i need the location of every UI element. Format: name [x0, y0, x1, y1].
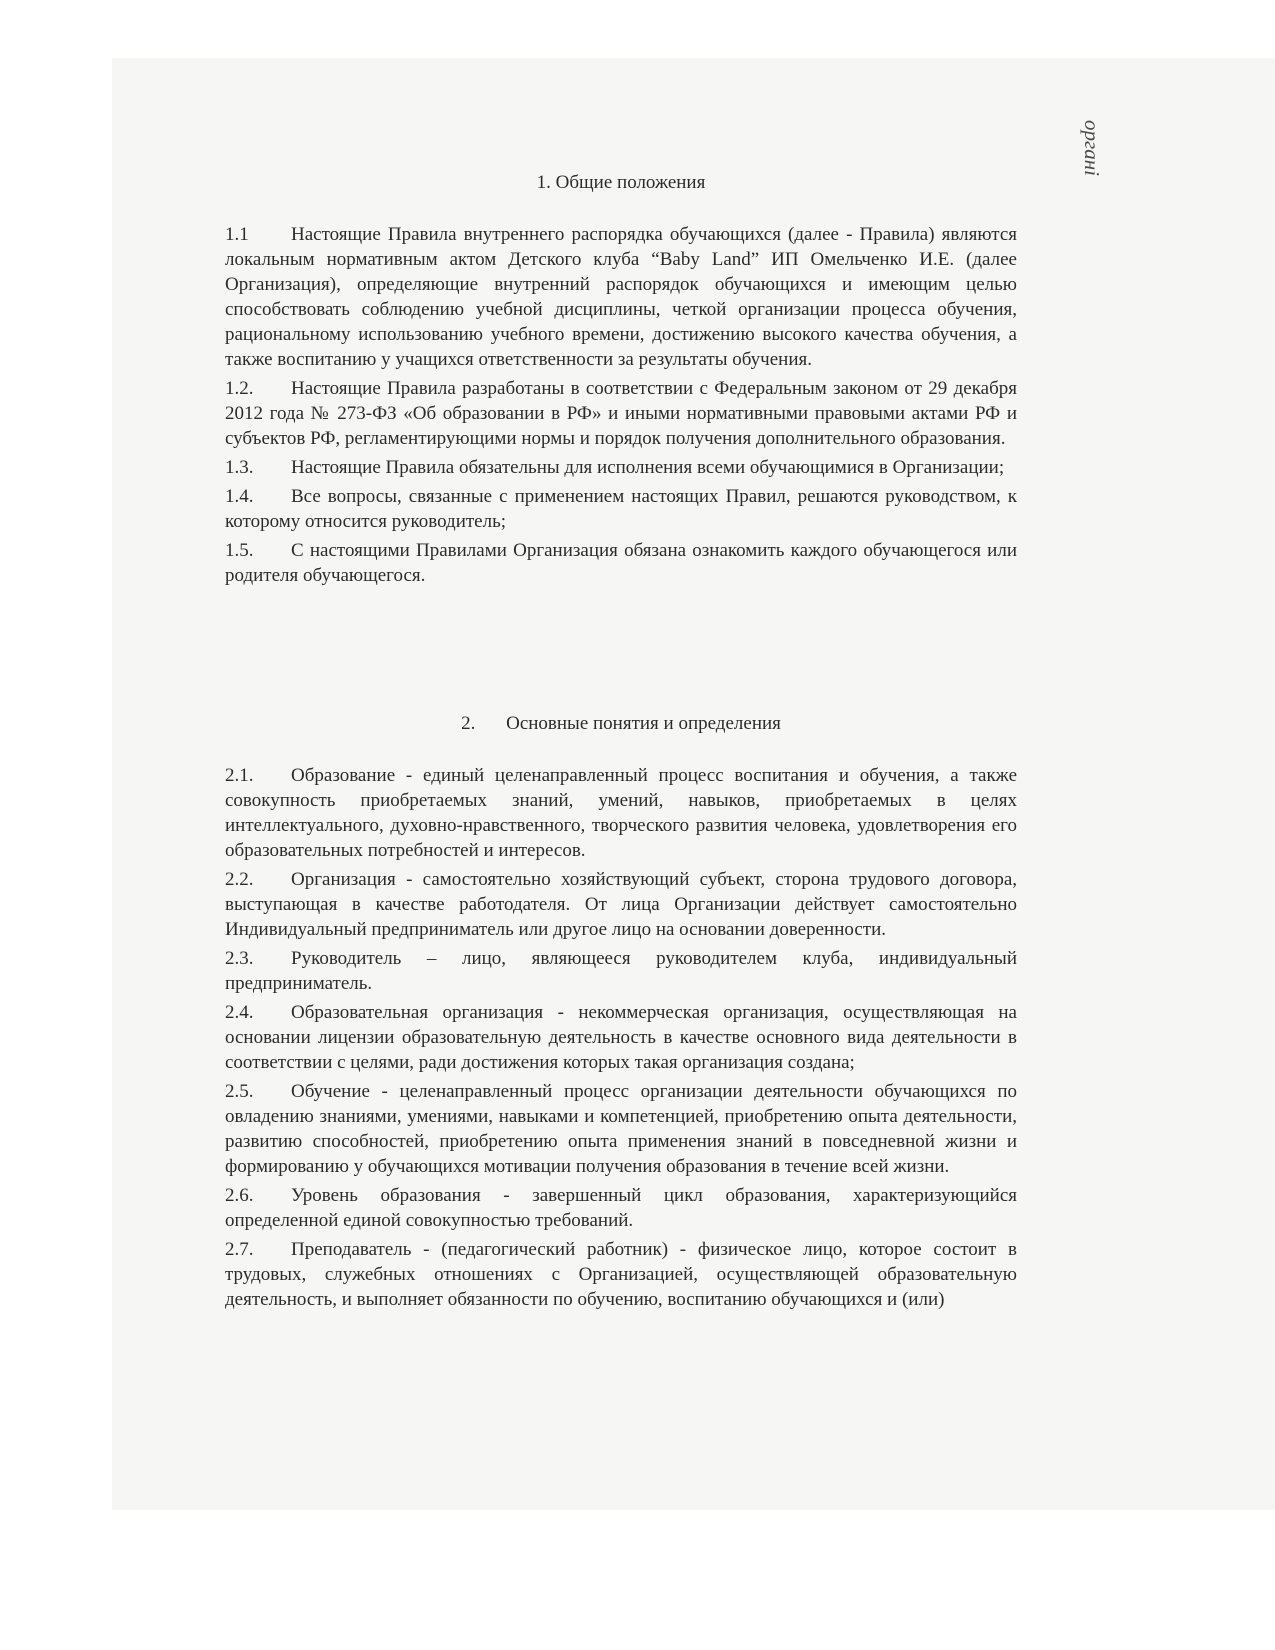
paragraph — [225, 538, 1017, 588]
paragraph-text: Образование - единый целенаправленный процесс воспитания и обучения, а также совокупность приобретаемых знаний, умений, навыков, приобретаемых в целях интеллектуального, духовно-нравственного, творческого развития человека, удовлетворения его образовательных потребностей и интересов. — [225, 765, 1017, 861]
section-2-heading — [225, 711, 1017, 736]
paragraph — [225, 1000, 1017, 1075]
section-1-heading — [225, 170, 1017, 195]
paragraph — [225, 1183, 1017, 1233]
paragraph-text: С настоящими Правилами Организация обязана ознакомить каждого обучающегося или родителя обучающегося. — [225, 540, 1017, 586]
paragraph — [225, 1237, 1017, 1312]
section-2-body — [225, 763, 1017, 1316]
paragraph — [225, 376, 1017, 451]
paragraph-number: 1.1 — [225, 224, 249, 245]
section-1-body — [225, 222, 1017, 592]
paragraph-text: Настоящие Правила разработаны в соответствии с Федеральным законом от 29 декабря 2012 года № 273-ФЗ «Об образовании в РФ» и иными нормативными правовыми актами РФ и субъектов РФ, регламентирующими нормы и порядок получения дополнительного образования. — [225, 378, 1017, 449]
paragraph-text: Все вопросы, связанные с применением настоящих Правил, решаются руководством, к которому относится руководитель; — [225, 486, 1017, 532]
paragraph-text: Настоящие Правила обязательны для исполнения всеми обучающимися в Организации; — [291, 457, 1005, 478]
paragraph-number: 1.2. — [225, 378, 254, 399]
paragraph-number: 1.3. — [225, 457, 254, 478]
paragraph-text: Настоящие Правила внутреннего распорядка обучающихся (далее - Правила) являются локальным нормативным актом Детского клуба “Baby Land” ИП Омельченко И.Е. (далее Организация), определяющие внутренний распорядок обучающихся и имеющим целью способствовать соблюдению учебной дисциплины, четкой организации процесса обучения, рациональному использованию учебного времени, достижению высокого качества обучения, а также воспитанию у учащихся ответственности за результаты обучения. — [225, 224, 1017, 370]
paragraph — [225, 222, 1017, 372]
section-1-heading-num: 1. — [536, 172, 551, 193]
paragraph-number: 2.4. — [225, 1002, 254, 1023]
paragraph — [225, 1079, 1017, 1179]
paragraph-text: Обучение - целенаправленный процесс организации деятельности обучающихся по овладению знаниями, умениями, навыками и компетенцией, приобретению опыта деятельности, развитию способностей, приобретению опыта применения знаний в повседневной жизни и формированию у обучающихся мотивации получения образования в течение всей жизни. — [225, 1081, 1017, 1177]
paragraph-text: Руководитель – лицо, являющееся руководителем клуба, индивидуальный предприниматель. — [225, 948, 1017, 994]
paragraph-text: Уровень образования - завершенный цикл образования, характеризующийся определенной единой совокупностью требований. — [225, 1185, 1017, 1231]
paragraph-number: 2.1. — [225, 765, 254, 786]
paragraph-number: 2.2. — [225, 869, 254, 890]
paragraph-text: Преподаватель - (педагогический работник) - физическое лицо, которое состоит в трудовых, служебных отношениях с Организацией, осуществляющей образовательную деятельность, и выполняет обязанности по обучению, воспитанию обучающихся и (или) — [225, 1239, 1017, 1310]
paragraph-number: 2.3. — [225, 948, 254, 969]
paragraph-number: 2.5. — [225, 1081, 254, 1102]
paragraph — [225, 484, 1017, 534]
paragraph — [225, 763, 1017, 863]
section-2-heading-title: Основные понятия и определения — [506, 713, 781, 734]
paragraph-number: 2.7. — [225, 1239, 254, 1260]
paragraph-number: 1.4. — [225, 486, 254, 507]
paragraph-number: 2.6. — [225, 1185, 254, 1206]
paragraph — [225, 867, 1017, 942]
paragraph — [225, 455, 1017, 480]
paragraph-text: Образовательная организация - некоммерческая организация, осуществляющая на основании лицензии образовательную деятельность в качестве основного вида деятельности в соответствии с целями, ради достижения которых такая организация создана; — [225, 1002, 1017, 1073]
paragraph — [225, 946, 1017, 996]
section-2-heading-num: 2. — [461, 713, 476, 734]
section-1-heading-title: Общие положения — [555, 172, 706, 193]
paragraph-text: Организация - самостоятельно хозяйствующий субъект, сторона трудового договора, выступающая в качестве работодателя. От лица Организации действует самостоятельно Индивидуальный предприниматель или другое лицо на основании доверенности. — [225, 869, 1017, 940]
margin-note: органі — [1080, 120, 1104, 176]
paragraph-number: 1.5. — [225, 540, 254, 561]
